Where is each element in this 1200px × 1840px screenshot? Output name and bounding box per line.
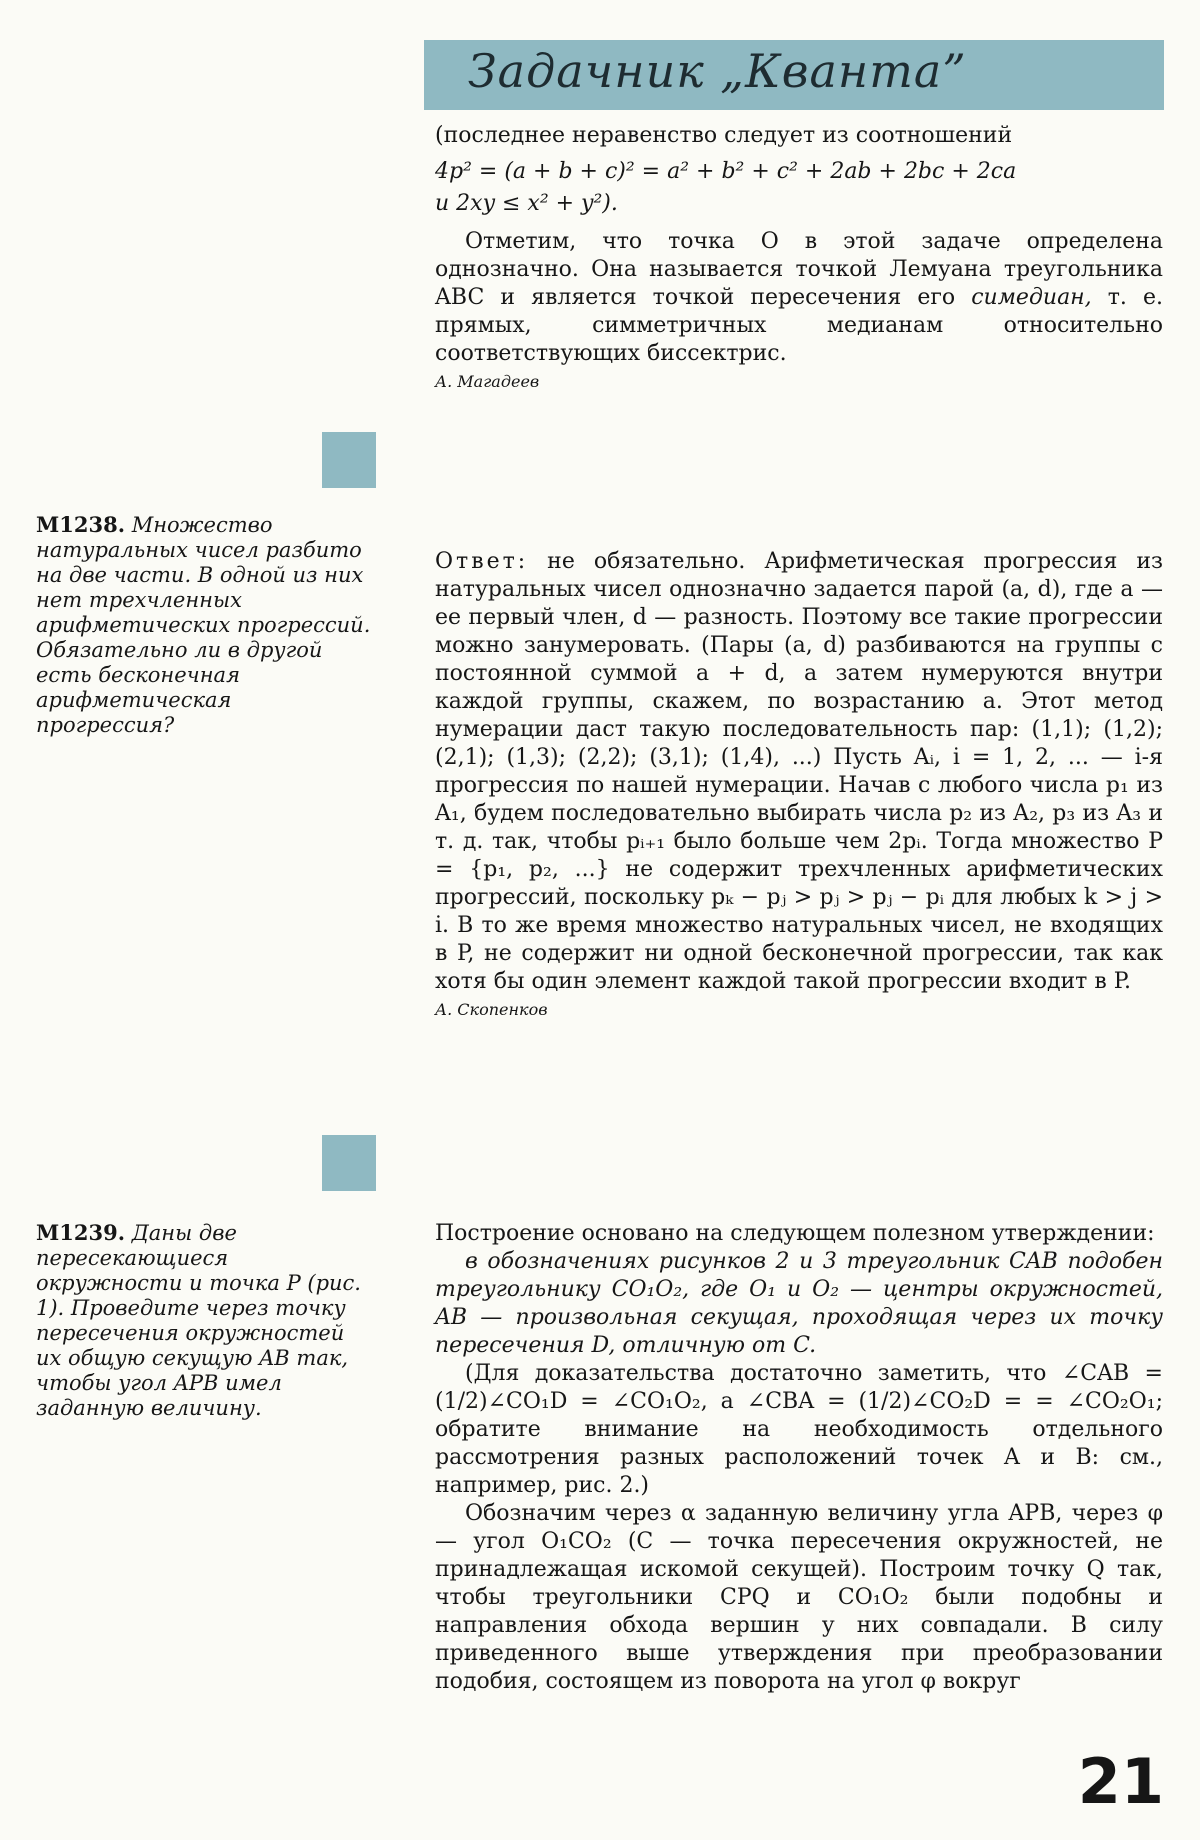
intro-section [435, 122, 1163, 396]
problem-1239-text: Даны две пересекающиеся окружности и точка P (рис. 1). Проведите через точку пересечения окружностей их общую секущую AB так, чтобы угол APB имел заданную величину. [36, 1221, 361, 1420]
problem-1238-number: М1238. [36, 512, 126, 537]
problem-1239-claim: в обозначениях рисунков 2 и 3 треугольник CAB подобен треугольнику CO₁O₂, где O₁ и O₂ — центры окружностей, AB — произвольная секущая, проходящая через их точку пересечения D, отличную от C. [435, 1249, 1163, 1358]
answer-label: Ответ: [435, 549, 529, 574]
intro-author: А. Магадеев [435, 372, 540, 391]
problem-1239-proof: (Для доказательства достаточно заметить, что ∠CAB = (1/2)∠CO₁D = ∠CO₁O₂, а ∠CBA = (1/2)∠CO₂D = = ∠CO₂O₁; обратите внимание на необходимость отдельного рассмотрения разных расположений точек A и B: см., например, рис. 2.) [435, 1361, 1163, 1498]
intro-formula-2: и 2xy ≤ x² + y²). [435, 191, 618, 216]
section-title: Задачник „Кванта” [468, 44, 967, 98]
section-banner [424, 40, 1164, 110]
problem-1238-solution [435, 548, 1163, 1024]
problem-1238-author: А. Скопенков [435, 1000, 548, 1019]
problem-1238-answer: Ответ: не обязательно. Арифметическая прогрессия из натуральных чисел однозначно задается парой (a, d), где a — ее первый член, d — разность. Поэтому все такие прогрессии можно занумеровать. (Пары (a, d) разбиваются на группы с постоянной суммой a + d, а затем нумеруются внутри каждой группы, скажем, по возрастанию a. Этот метод нумерации даст такую последовательность пар: (1,1); (1,2); (2,1); (1,3); (2,2); (3,1); (1,4), ...) Пусть Aᵢ, i = 1, 2, ... — i-я прогрессия по нашей нумерации. Начав с любого числа p₁ из A₁, будем последовательно выбирать числа p₂ из A₂, p₃ из A₃ и т. д. так, чтобы pᵢ₊₁ было больше чем 2pᵢ. Тогда множество P = {p₁, p₂, ...} не содержит трехчленных арифметических прогрессий, поскольку pₖ − pⱼ > pⱼ > pⱼ − pᵢ для любых k > j > i. В то же время множество натуральных чисел, не входящих в P, не содержит ни одной бесконечной прогрессии, так как хотя бы один элемент каждой такой прогрессии входит в P. [435, 549, 1163, 994]
problem-marker-1239 [322, 1135, 376, 1191]
intro-formula-1: 4p² = (a + b + c)² = a² + b² + c² + 2ab + 2bc + 2ca [435, 159, 1017, 184]
problem-1239-construction: Обозначим через α заданную величину угла APB, через φ — угол O₁CO₂ (C — точка пересечения окружностей, не принадлежащая искомой секущей). Построим точку Q так, чтобы треугольники CPQ и CO₁O₂ были подобны и направления обхода вершин у них совпадали. В силу приведенного выше утверждения при преобразовании подобия, состоящем из поворота на угол φ вокруг [435, 1501, 1163, 1694]
problem-1239-p1: Построение основано на следующем полезном утверждении: [435, 1221, 1155, 1246]
intro-lead: (последнее неравенство следует из соотношений [435, 123, 1013, 148]
page-number: 21 [1077, 1745, 1164, 1818]
intro-term: симедиан, [971, 285, 1092, 310]
problem-1238-statement [36, 512, 376, 738]
intro-paragraph: Отметим, что точка O в этой задаче определена однозначно. Она называется точкой Лемуана треугольника ABC и является точкой пересечения его симедиан, т. е. прямых, симметричных медианам относительно соответствующих биссектрис. [435, 229, 1163, 366]
problem-1239-statement [36, 1220, 376, 1421]
problem-1238-text: Множество натуральных чисел разбито на две части. В одной из них нет трехчленных арифметических прогрессий. Обязательно ли в другой есть бесконечная арифметическая прогрессия? [36, 513, 371, 737]
problem-1239-solution [435, 1220, 1163, 1696]
problem-marker-1238 [322, 432, 376, 488]
problem-1239-number: М1239. [36, 1220, 126, 1245]
